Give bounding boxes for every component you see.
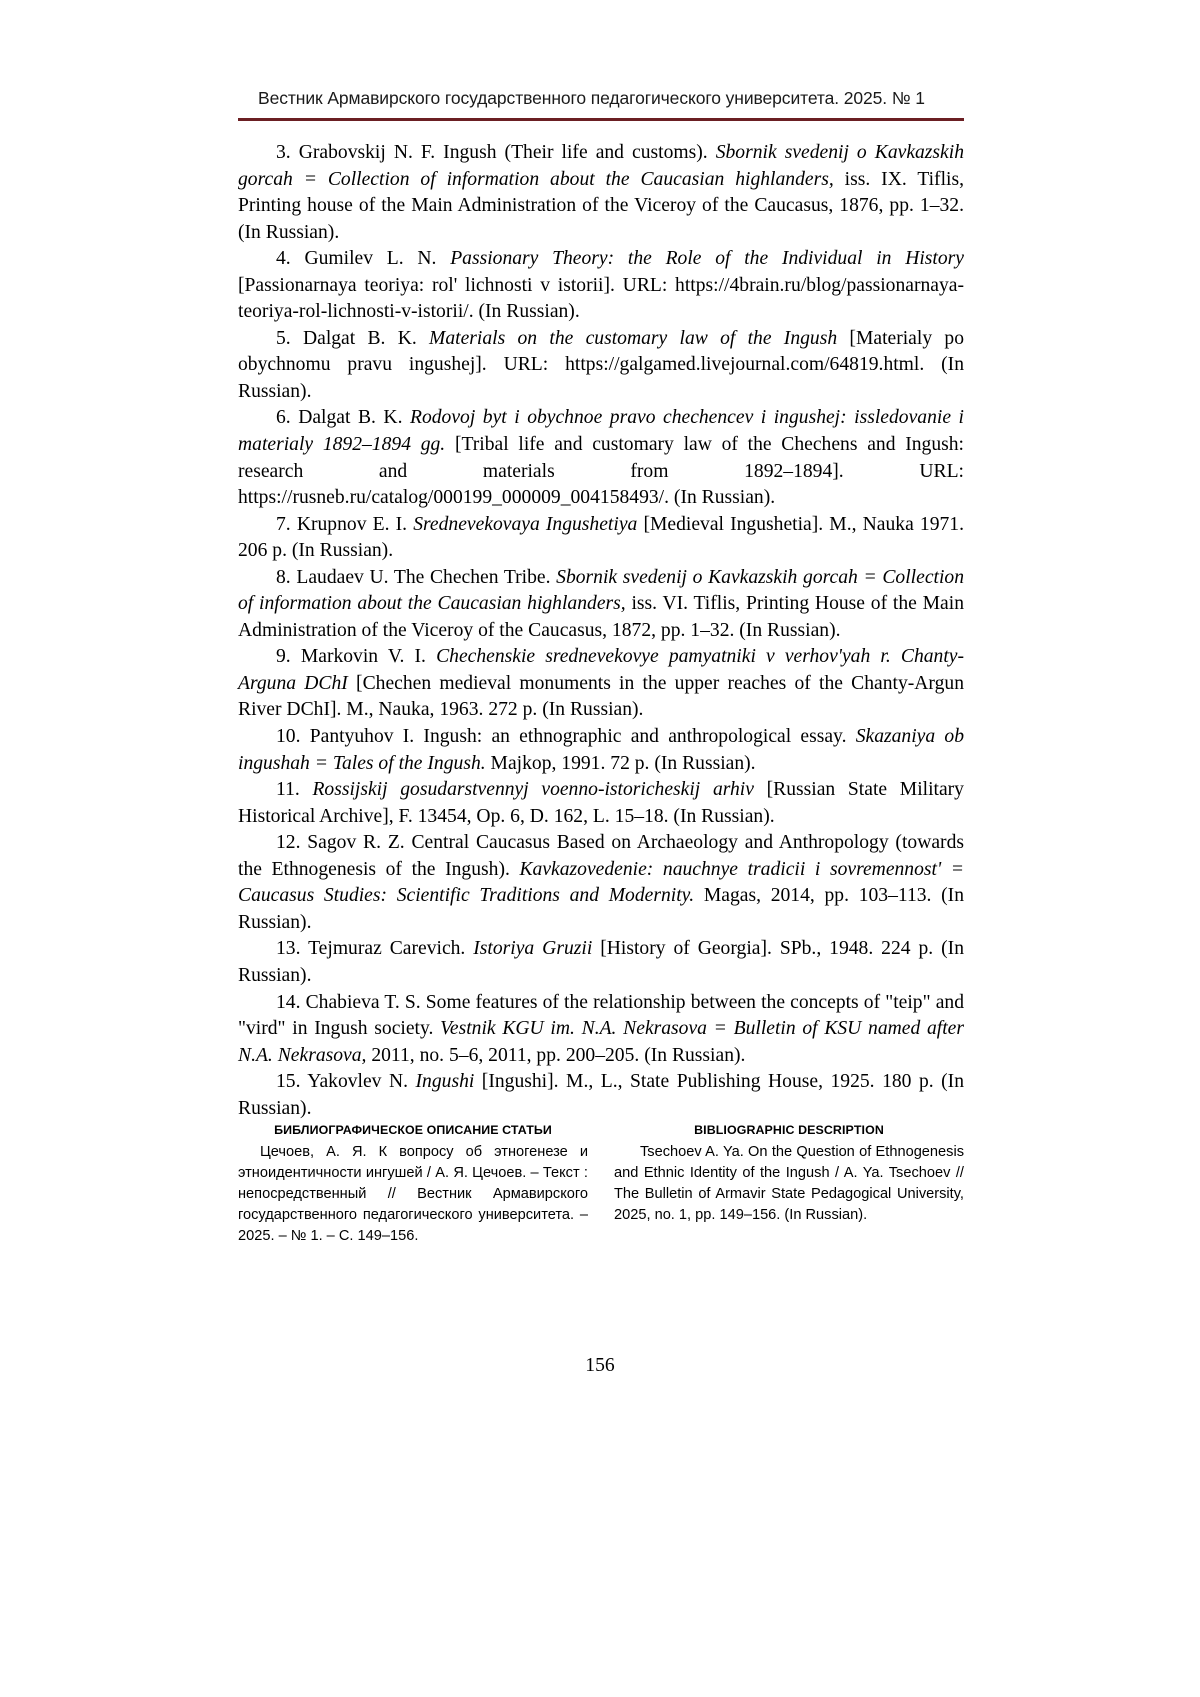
reference-text: 14. Chabieva T. S. Some features of the relationship between the concepts of "teip" and "vird" in Ingush society. <box>238 991 964 1040</box>
reference-text: 7. Krupnov E. I. <box>276 513 414 535</box>
reference-text: 12. Sagov R. Z. Central Caucasus Based on Archaeology and Anthropology (towards the Ethnogenesis of the Ingush). <box>238 832 964 880</box>
reference-text: Magas, 2014, pp. 103–113. (In Russian). <box>238 885 964 933</box>
header-rule <box>238 118 964 121</box>
reference-title-italic: Sbornik svedenij o Kavkazskih gorcah = Collection of information about the Caucasian highlanders, <box>238 566 964 615</box>
reference-item <box>238 644 964 724</box>
reference-text: 9. Markovin V. I. <box>276 646 437 668</box>
reference-item <box>238 405 964 511</box>
reference-title-italic: Skazaniya ob ingushah = Tales of the Ingush. <box>238 726 964 774</box>
reference-text: [Passionarnaya teoriya: rol' lichnosti v istorii]. URL: https://4brain.ru/blog/passionarnaya-teoriya-rol-lichnosti-v-istorii/. (In Russian). <box>238 274 964 323</box>
reference-text: 5. Dalgat B. K. <box>276 327 430 349</box>
reference-text: [Chechen medieval monuments in the upper reaches of the Chanty-Argun River DChI]. M., Nauka, 1963. 272 p. (In Russian). <box>238 672 964 721</box>
reference-item <box>238 565 964 645</box>
reference-item <box>238 512 964 565</box>
reference-title-italic: Chechenskie srednevekovye pamyatniki v verhov'yah r. Chanty-Arguna DChI <box>238 646 965 694</box>
reference-title-italic: Kavkazovedenie: nauchnye tradicii i sovremennost' = Caucasus Studies: Scientific Traditions and Modernity. <box>238 858 964 907</box>
reference-title-italic: Passionary Theory: the Role of the Individual in History <box>450 248 964 270</box>
bibliographic-title-ru: БИБЛИОГРАФИЧЕСКОЕ ОПИСАНИЕ СТАТЬИ <box>274 1123 552 1137</box>
reference-item <box>238 724 964 777</box>
reference-text: [Medieval Ingushetia]. M., Nauka 1971. 206 p. (In Russian). <box>238 513 964 562</box>
reference-text: 8. Laudaev U. The Chechen Tribe. <box>276 566 557 588</box>
bibliographic-description-ru <box>238 1123 588 1247</box>
reference-list <box>238 140 964 1122</box>
reference-text: [Tribal life and customary law of the Chechens and Ingush: research and materials from 1892–1894]. URL: https://rusneb.ru/catalog/000199_000009_004158493/. (In Russian). <box>238 434 964 509</box>
reference-text: 6. Dalgat B. K. <box>276 407 410 429</box>
reference-text: 11. <box>276 779 313 801</box>
reference-title-italic: Vestnik KGU im. N.A. Nekrasova = Bulletin of KSU named after N.A. Nekrasova, <box>238 1018 965 1066</box>
reference-text: iss. VI. Tiflis, Printing House of the Main Administration of the Viceroy of the Caucasus, 1872, pp. 1–32. (In Russian). <box>238 593 964 641</box>
running-head: Вестник Армавирского государственного педагогического университета. 2025. № 1 <box>258 88 925 108</box>
reference-title-italic: Rossijskij gosudarstvennyj voenno-istoricheskij arhiv <box>312 779 754 801</box>
bibliographic-body-en: Tsechoev A. Ya. On the Question of Ethnogenesis and Ethnic Identity of the Ingush / A. Ya. Tsechoev // The Bulletin of Armavir State Pedagogical University, 2025, no. 1, pp. 149–156. (In Russian). <box>614 1144 964 1223</box>
reference-text: 4. Gumilev L. N. <box>276 248 451 270</box>
bibliographic-body-ru: Цечоев, А. Я. К вопросу об этногенезе и этноидентичности ингушей / А. Я. Цечоев. – Текст : непосредственный // Вестник Армавирского государственного педагогического университета. – 2025. – № 1. – С. 149–156. <box>238 1144 588 1244</box>
reference-text: 10. Pantyuhov I. Ingush: an ethnographic and anthropological essay. <box>276 726 856 748</box>
bibliographic-title-en: BIBLIOGRAPHIC DESCRIPTION <box>694 1123 884 1137</box>
reference-title-italic: Ingushi <box>415 1071 475 1093</box>
reference-title-italic: Rodovoj byt i obychnoe pravo chechencev i ingushej: issledovanie i materialy 1892–1894 gg. <box>238 407 964 456</box>
reference-item <box>238 326 964 406</box>
bibliographic-description <box>238 1123 964 1247</box>
reference-text: 2011, no. 5–6, 2011, pp. 200–205. (In Russian). <box>366 1044 746 1066</box>
reference-item <box>238 777 964 830</box>
reference-item <box>238 140 964 246</box>
reference-title-italic: Sbornik svedenij o Kavkazskih gorcah = Collection of information about the Caucasian highlanders, <box>238 142 964 190</box>
reference-text: [Materialy po obychnomu pravu ingushej]. URL: https://galgamed.livejournal.com/64819.html. (In Russian). <box>238 327 964 402</box>
reference-text: Majkop, 1991. 72 p. (In Russian). <box>485 752 756 774</box>
reference-item <box>238 830 964 936</box>
reference-text: 3. Grabovskij N. F. Ingush (Their life and customs). <box>276 142 716 163</box>
reference-title-italic: Srednevekovaya Ingushetiya <box>413 513 638 535</box>
reference-text: 15. Yakovlev N. <box>276 1071 416 1093</box>
page-number: 156 <box>585 1355 615 1376</box>
reference-item <box>238 936 964 989</box>
reference-item <box>238 246 964 326</box>
reference-item <box>238 990 964 1070</box>
reference-text: iss. IX. Tiflis, Printing house of the Main Administration of the Viceroy of the Caucasus, 1876, pp. 1–32. (In Russian). <box>238 168 964 243</box>
reference-text: 13. Tejmuraz Carevich. <box>276 938 474 960</box>
reference-text: [Russian State Military Historical Archive], F. 13454, Op. 6, D. 162, L. 15–18. (In Russian). <box>238 779 964 827</box>
reference-title-italic: Istoriya Gruzii <box>473 938 593 960</box>
bibliographic-description-en <box>614 1123 964 1247</box>
reference-title-italic: Materials on the customary law of the Ingush <box>429 327 838 349</box>
reference-text: [Ingushi]. M., L., State Publishing House, 1925. 180 p. (In Russian). <box>238 1071 964 1119</box>
reference-text: [History of Georgia]. SPb., 1948. 224 p. (In Russian). <box>238 938 964 986</box>
reference-item <box>238 1069 964 1122</box>
